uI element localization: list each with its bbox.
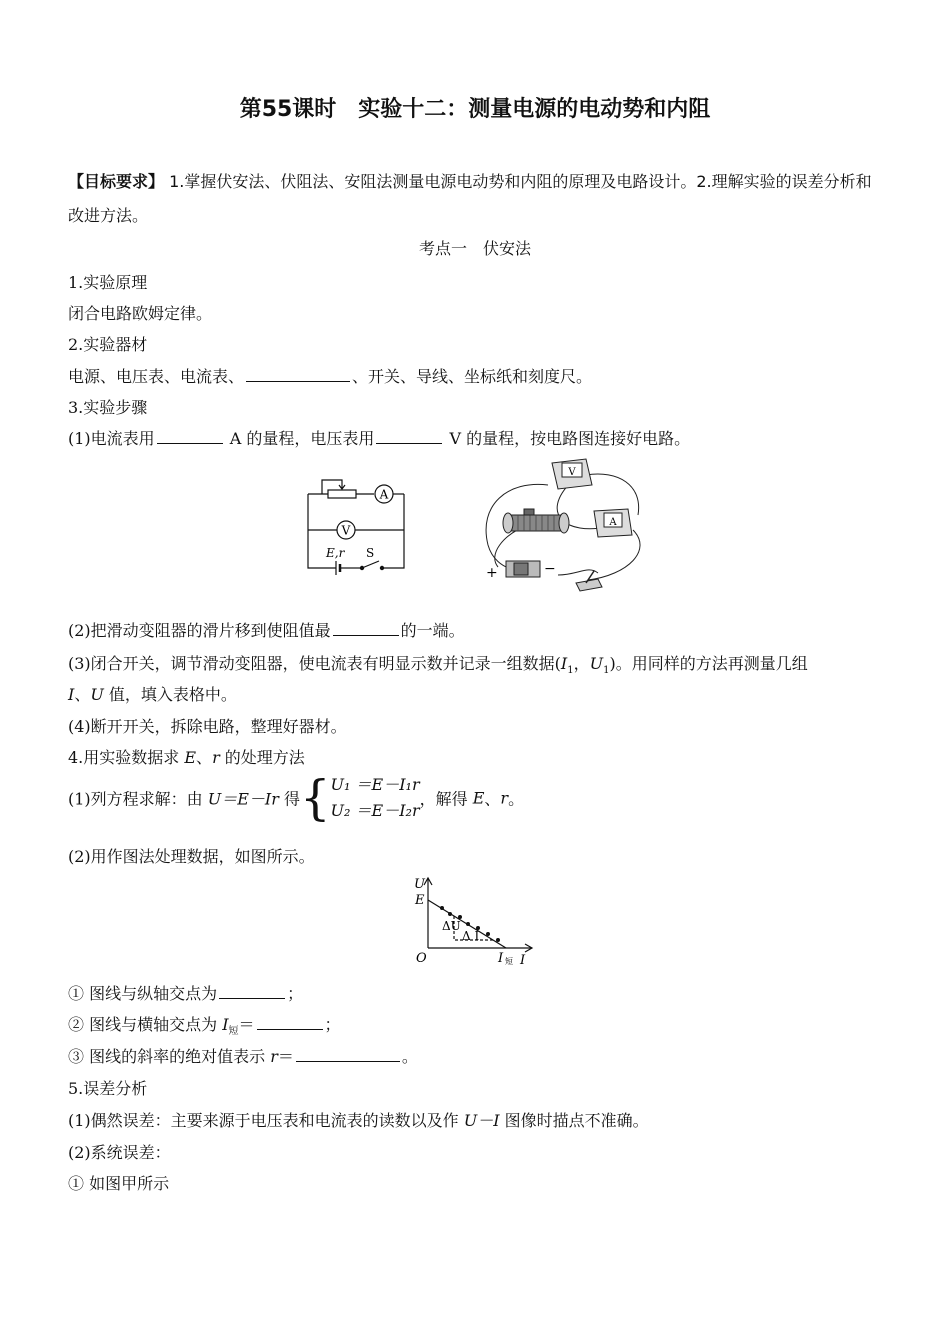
origin-label: O [416, 951, 427, 966]
intercept-i-short: I [498, 951, 504, 966]
step-3-cont: I、U 值，填入表格中。 [68, 685, 237, 704]
question-1: ① 图线与纵轴交点为 ； [68, 984, 304, 1003]
blank-slope[interactable] [296, 1045, 400, 1062]
ammeter-symbol: A [379, 487, 389, 502]
heading-steps: 3.实验步骤 [68, 398, 148, 417]
learning-goals [68, 165, 886, 233]
axis-label-u: U [414, 877, 425, 892]
switch-device [576, 571, 602, 591]
source-label: E,r [326, 546, 345, 560]
error-figure-a: ① 如图甲所示 [68, 1174, 170, 1193]
photo-voltmeter-label: V [568, 467, 576, 478]
goal-tag: 【目标要求】 [68, 172, 165, 191]
voltmeter-device [552, 459, 592, 489]
blank-ammeter-range[interactable] [157, 427, 223, 444]
heading-error-analysis: 5.误差分析 [68, 1079, 148, 1098]
question-2: ② 图线与横轴交点为 $I_短=$ ； [68, 1015, 341, 1038]
circuit-diagram [300, 472, 412, 576]
principle-text: 闭合电路欧姆定律。 [68, 304, 213, 323]
blank-voltmeter-range[interactable] [376, 427, 442, 444]
delta-u-label: ΔU [442, 919, 461, 933]
blank-equipment[interactable] [246, 365, 350, 382]
error-random: (1)偶然误差：主要来源于电压表和电流表的读数以及作 U－I 图像时描点不准确。 [68, 1111, 649, 1130]
blank-intercept-u[interactable] [219, 982, 285, 999]
intercept-i-short-sub: 短 [505, 957, 513, 966]
page-title: 第55课时 实验十二：测量电源的电动势和内阻 [239, 97, 711, 122]
heading-principle: 1.实验原理 [68, 273, 148, 292]
question-3: ③ 图线的斜率的绝对值表示 r＝ 。 [68, 1047, 418, 1066]
heading-equipment: 2.实验器材 [68, 335, 148, 354]
rheostat-device [503, 509, 569, 533]
step-2: (2)把滑动变阻器的滑片移到使阻值最 的一端。 [68, 621, 465, 640]
error-systematic: (2)系统误差： [68, 1143, 171, 1162]
step-4: (4)断开开关，拆除电路，整理好器材。 [68, 717, 347, 736]
blank-intercept-i[interactable] [257, 1013, 323, 1030]
photo-plus: + [486, 565, 498, 581]
photo-ammeter-label: A [609, 517, 617, 528]
axis-label-i: I [520, 953, 526, 968]
switch-label: S [366, 546, 375, 560]
step-1: (1)电流表用 A 的量程，电压表用 V 的量程，按电路图连接好电路。 [68, 429, 691, 448]
ui-graph [408, 872, 538, 970]
equation-brace: { [300, 770, 331, 826]
method-2: (2)用作图法处理数据，如图所示。 [68, 847, 315, 866]
ammeter-device [594, 509, 632, 537]
step-3: (3)闭合开关，调节滑动变阻器，使电流表有明显示数并记录一组数据($I_1$，$U_1$)。用同样的方法再测量几组 [68, 654, 808, 677]
equation-system: U₁ ＝E－I₁r U₂ ＝E－I₂r [330, 775, 420, 820]
method-1: (1)列方程求解：由 U＝E－Ir 得{U₁ ＝E－I₁r U₂ ＝E－I₂r，解得 E、r。 [68, 770, 525, 826]
equipment-text: 电源、电压表、电流表、 、开关、导线、坐标纸和刻度尺。 [68, 367, 593, 386]
section-title: 考点一 伏安法 [418, 239, 531, 258]
intercept-e: E [415, 893, 425, 908]
voltmeter-symbol: V [341, 523, 351, 538]
equipment-illustration [468, 455, 664, 595]
heading-data-processing: 4.用实验数据求 E、r 的处理方法 [68, 748, 305, 767]
blank-max-resistance[interactable] [333, 619, 399, 636]
delta-i-label: Δ I [462, 929, 480, 943]
photo-minus: − [544, 561, 556, 577]
goal-text: 1.掌握伏安法、伏阻法、安阻法测量电源电动势和内阻的原理及电路设计。2.理解实验的误差分析和改进方法。 [68, 172, 872, 225]
